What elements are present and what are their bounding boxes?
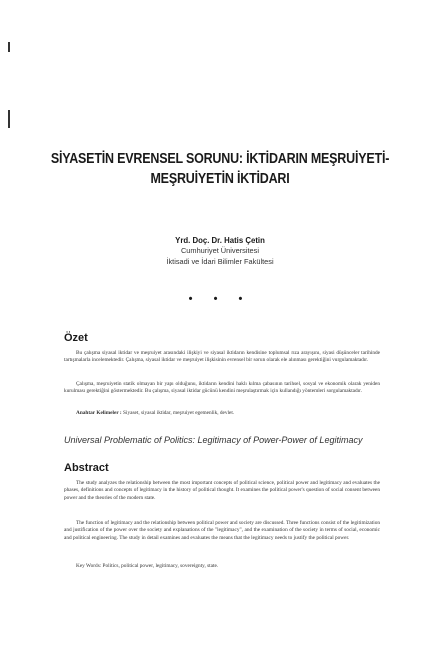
ozet-keywords-label: Anahtar Kelimeler : bbox=[76, 410, 122, 416]
ozet-paragraph-1: Bu çalışma siyasal iktidar ve meşruiyet arasındaki ilişkiyi ve siyasal iktidarın kendisine toplumsal rıza arayışını, siyasi düşünceler tarihinde tartışmalarla incelemektedir. Çalışma, siyasal iktidar ve meşruiyet ilişkisinin evrensel bir sorun olarak ele alınması gerektiğini vurgulamaktadır. bbox=[64, 350, 380, 364]
ozet-keywords bbox=[64, 410, 380, 417]
author-name: Yrd. Doç. Dr. Hatis Çetin bbox=[175, 236, 265, 245]
author-block bbox=[0, 236, 440, 267]
page-title-line-2: MEŞRUİYETİN İKTİDARI bbox=[150, 170, 290, 187]
section-separator: • • • bbox=[188, 293, 252, 305]
abstract-heading: Abstract bbox=[64, 462, 109, 474]
margin-mark-top bbox=[8, 42, 10, 52]
abstract-paragraph-1: The study analyzes the relationship between the most important concepts of political science, political power and legitimacy and evaluates the phases, definitions and concepts of legitimacy in the history of political thought. It examines the political power's question of social consent between power and the theories of the modern state. bbox=[64, 480, 380, 501]
page-title-line-1: SİYASETİN EVRENSEL SORUNU: İKTİDARIN MEŞRUİYETİ- bbox=[50, 150, 390, 167]
abstract-paragraph-2: The function of legitimacy and the relationship between political power and society are discussed. Three functions consist of the legitimization and justification of the power over the society and explanations of the "legitimacy", and the examination of the society in terms of social, economic and political engineering. The study in detail examines and evaluates the means that the legitimacy needs to justify the political power. bbox=[64, 520, 380, 541]
page-title bbox=[30, 149, 410, 188]
ozet-keywords-text: Siyaset, siyasal iktidar, meşruiyet egemenlik, devlet. bbox=[123, 410, 235, 416]
abstract-keywords: Key Words: Politics, political power, legitimacy, sovereignty, state. bbox=[76, 563, 219, 569]
english-title: Universal Problematic of Politics: Legitimacy of Power-Power of Legitimacy bbox=[64, 435, 363, 445]
margin-mark-middle bbox=[8, 110, 10, 128]
ozet-paragraph-2: Çalışma, meşruiyetin statik olmayan bir yapı olduğunu, iktidarın kendini haklı kılma çabasının tarihsel, sosyal ve ekonomik olarak yeniden kurulması gerektiğini göstermektedir. Bu çalışma, siyasal iktidar gücünü kendini meşrulaştırmak için kullandığı yöntemleri sorgulamaktadır. bbox=[64, 381, 380, 395]
author-faculty: İktisadi ve İdari Bilimler Fakültesi bbox=[166, 256, 274, 266]
author-university: Cumhuriyet Üniversitesi bbox=[180, 246, 260, 255]
ozet-heading: Özet bbox=[64, 332, 88, 344]
